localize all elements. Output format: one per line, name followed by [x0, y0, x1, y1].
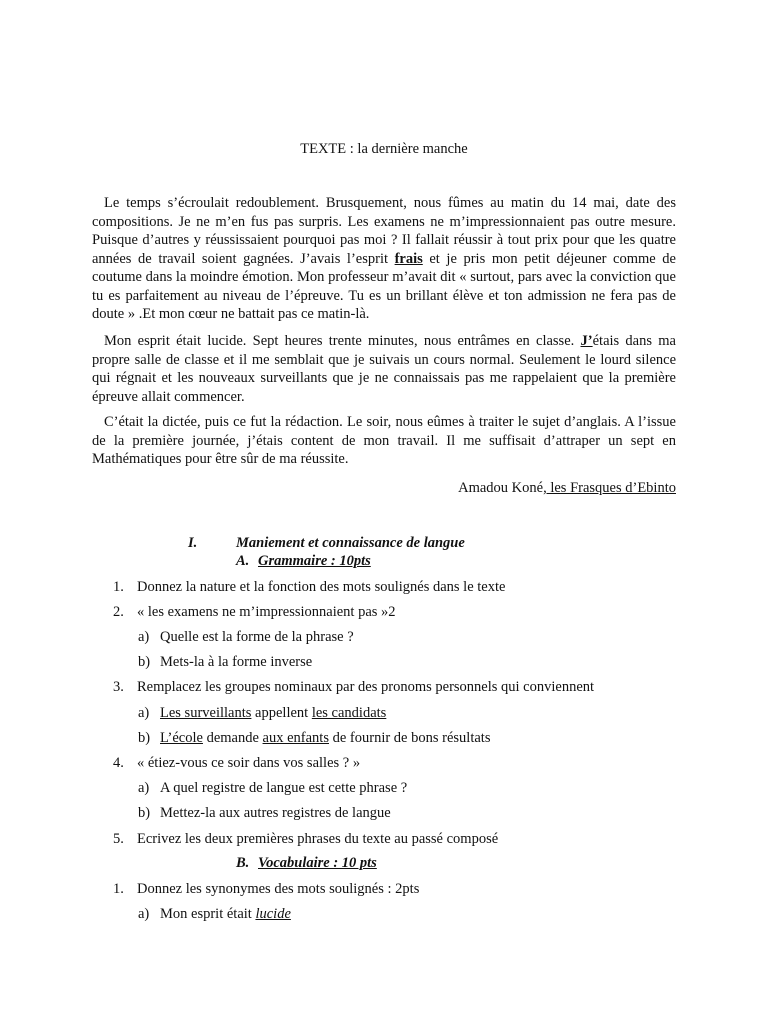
- question-2b: [138, 653, 312, 671]
- paragraph-1-part-a: Le temps s’écroulait redoublement. Brusquement, nous fûmes au matin du 14 mai, date des compositions. Je ne m’en fus pas surpris. Les examens ne m’impressionnaient pas outre mesure. Puisque d’autres y réussissaient pourquoi pas moi ? Il fallait réussir à tout prix pour que les quatre années de travail soient gagnées. J’avais l’esprit: [92, 195, 676, 267]
- vocab-question-1: [113, 880, 419, 898]
- subquestion-text: A quel registre de langue est cette phrase ?: [160, 780, 408, 796]
- subsection-a-title: Grammaire : 10pts: [258, 553, 371, 569]
- subsection-vocabulaire: [236, 855, 377, 872]
- subsection-a-letter: A.: [236, 553, 250, 569]
- subquestion-text: Mets-la à la forme inverse: [160, 654, 313, 670]
- author-citation: [92, 480, 676, 497]
- question-4b: [138, 804, 391, 822]
- question-text: Remplacez les groupes nominaux par des pronoms personnels qui conviennent: [137, 679, 595, 695]
- text-title: TEXTE : la dernière manche: [300, 141, 468, 157]
- subquestion-text: Mettez-la aux autres registres de langue: [160, 805, 391, 821]
- subquestion-text: appellent: [251, 705, 312, 721]
- question-number: 5.: [113, 831, 124, 847]
- subsection-b-title: Vocabulaire : 10 pts: [258, 855, 377, 871]
- question-2a: [138, 628, 354, 646]
- subquestion-letter: b): [138, 730, 151, 746]
- underlined-group: L’école: [160, 730, 203, 746]
- question-text: « les examens ne m’impressionnaient pas »2: [137, 604, 396, 620]
- paragraph-2: [92, 332, 676, 406]
- paragraph-3: [92, 413, 676, 469]
- section-title: Maniement et connaissance de langue: [236, 535, 465, 551]
- subquestion-letter: b): [138, 805, 151, 821]
- underlined-word-j: J’: [580, 333, 593, 349]
- subsection-grammaire: [236, 553, 371, 570]
- question-4: [113, 754, 360, 772]
- subquestion-letter: a): [138, 705, 150, 721]
- underlined-group: aux enfants: [262, 730, 329, 746]
- question-1: [113, 578, 505, 596]
- question-text: Donnez la nature et la fonction des mots soulignés dans le texte: [137, 579, 506, 595]
- underlined-group: Les surveillants: [160, 705, 252, 721]
- question-3: [113, 678, 594, 696]
- paragraph-2-part-b: étais dans ma propre salle de classe et il me semblait que je suivais un cours normal. Seulement le lourd silence qui régnait et les nouveaux surveillants que je ne connaissais pas me rappelaient que la première épreuve allait commencer.: [92, 333, 676, 405]
- subquestion-letter: a): [138, 906, 150, 922]
- paragraph-1: [92, 194, 676, 324]
- subquestion-text: demande: [202, 730, 263, 746]
- question-2: [113, 603, 396, 621]
- subquestion-letter: b): [138, 654, 151, 670]
- question-number: 3.: [113, 679, 124, 695]
- subsection-b-letter: B.: [236, 855, 250, 871]
- question-number: 4.: [113, 755, 124, 771]
- question-text: Donnez les synonymes des mots soulignés : 2pts: [137, 881, 420, 897]
- subquestion-letter: a): [138, 780, 150, 796]
- underlined-group: les candidats: [311, 705, 387, 721]
- subquestion-text: Mon esprit était: [160, 906, 256, 922]
- question-number: 2.: [113, 604, 124, 620]
- question-number: 1.: [113, 579, 124, 595]
- subquestion-text: Quelle est la forme de la phrase ?: [160, 629, 354, 645]
- book-title: , les Frasques d’Ebinto: [543, 480, 676, 496]
- question-number: 1.: [113, 881, 124, 897]
- question-5: [113, 830, 498, 848]
- question-text: Ecrivez les deux premières phrases du texte au passé composé: [137, 831, 499, 847]
- question-text: « étiez-vous ce soir dans vos salles ? »: [137, 755, 361, 771]
- subquestion-letter: a): [138, 629, 150, 645]
- question-3a: [138, 704, 386, 722]
- paragraph-1-part-b: et je pris mon petit déjeuner comme de coutume dans la moindre émotion. Mon professeur m’avait dit « surtout, pars avec la conviction que tu es parfaitement au niveau de l’épreuve. Tu es un brillant élève et ton admission ne fera pas de doute » .Et mon cœur ne battait pas ce matin-là.: [92, 250, 676, 322]
- question-4a: [138, 779, 407, 797]
- question-3b: [138, 729, 490, 747]
- paragraph-2-part-a: Mon esprit était lucide. Sept heures trente minutes, nous entrâmes en classe.: [104, 333, 581, 349]
- section-number: I.: [188, 535, 198, 551]
- vocab-question-1a: [138, 905, 291, 923]
- author-name: Amadou Koné: [458, 480, 544, 496]
- underlined-word-frais: frais: [394, 250, 423, 267]
- paragraph-3-text: C’était la dictée, puis ce fut la rédaction. Le soir, nous eûmes à traiter le sujet d’anglais. A l’issue de la première journée, j’étais content de mon travail. Il me suffisait d’attraper un sept en Mathématiques pour être sûr de ma réussite.: [92, 414, 676, 467]
- underlined-word-lucide: lucide: [255, 906, 291, 922]
- subquestion-text: de fournir de bons résultats: [328, 730, 491, 746]
